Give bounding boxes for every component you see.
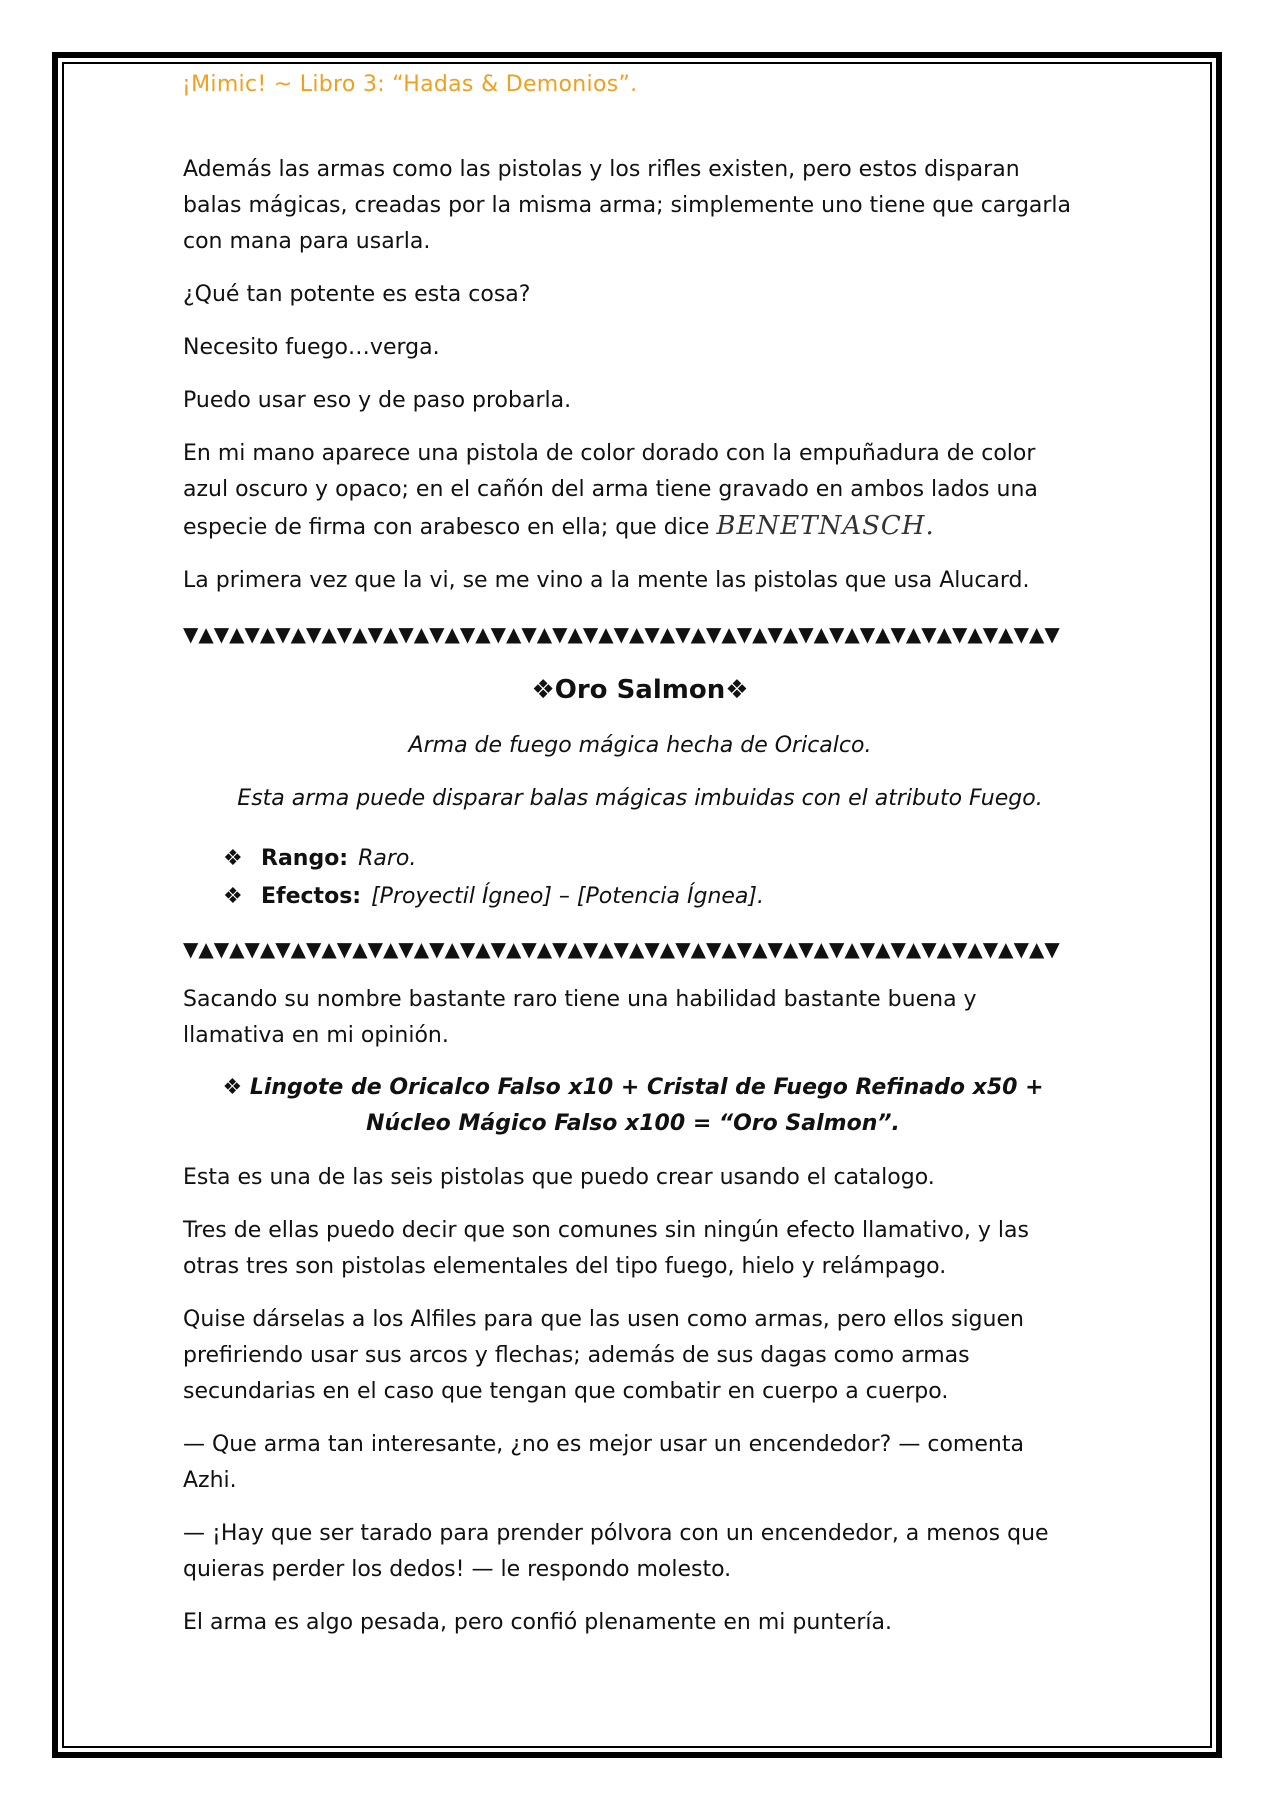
paragraph: Puedo usar eso y de paso probarla. bbox=[183, 388, 572, 413]
paragraph: — Que arma tan interesante, ¿no es mejor usar un encendedor? — comenta Azhi. bbox=[183, 1432, 1024, 1493]
crafting-recipe bbox=[183, 1070, 1083, 1142]
signature-text: BENETNASCH. bbox=[716, 511, 935, 541]
paragraph: Quise dárselas a los Alfiles para que las usen como armas, pero ellos siguen prefiriendo usar sus arcos y flechas; además de sus dagas como armas secundarias en el caso que tengan que combatir en cuerpo a cuerpo. bbox=[183, 1307, 1024, 1404]
paragraph: Tres de ellas puedo decir que son comunes sin ningún efecto llamativo, y las otras tres son pistolas elementales del tipo fuego, hielo y relámpago. bbox=[183, 1218, 1029, 1279]
diamond-bullet-icon: ❖ bbox=[223, 846, 243, 871]
paragraph: La primera vez que la vi, se me vino a la mente las pistolas que usa Alucard. bbox=[183, 568, 1030, 593]
attribute-value: [Proyectil Ígneo] – [Potencia Ígnea]. bbox=[371, 884, 764, 909]
diamond-bullet-icon: ❖ bbox=[223, 884, 243, 909]
item-attributes bbox=[223, 840, 764, 916]
item-title: ❖Oro Salmon❖ bbox=[531, 675, 749, 705]
paragraph-name: Sacando su nombre bastante raro tiene una habilidad bastante buena y llamativa en mi opinión. bbox=[183, 987, 977, 1048]
paragraph: — ¡Hay que ser tarado para prender pólvora con un encendedor, a menos que quieras perder los dedos! — le respondo molesto. bbox=[183, 1521, 1049, 1582]
triangle-divider-top: ▼▲▼▲▼▲▼▲▼▲▼▲▼▲▼▲▼▲▼▲▼▲▼▲▼▲▼▲▼▲▼▲▼▲▼▲▼▲▼▲▼▲▼▲▼▲▼▲▼▲▼▲▼▲▼▲▼ bbox=[183, 622, 1060, 646]
paragraph: Esta es una de las seis pistolas que puedo crear usando el catalogo. bbox=[183, 1165, 935, 1190]
attribute-rango bbox=[223, 840, 764, 878]
paragraph: Necesito fuego…verga. bbox=[183, 335, 440, 360]
recipe-line: ❖ Lingote de Oricalco Falso x10 + Cristal de Fuego Refinado x50 + bbox=[222, 1075, 1044, 1100]
paragraph: ¿Qué tan potente es esta cosa? bbox=[183, 282, 531, 307]
paragraph-weapon bbox=[183, 436, 1083, 546]
attribute-key: Rango: bbox=[261, 846, 349, 871]
attribute-value: Raro. bbox=[358, 846, 417, 871]
triangle-divider-bottom: ▼▲▼▲▼▲▼▲▼▲▼▲▼▲▼▲▼▲▼▲▼▲▼▲▼▲▼▲▼▲▼▲▼▲▼▲▼▲▼▲▼▲▼▲▼▲▼▲▼▲▼▲▼▲▼▲▼ bbox=[183, 937, 1060, 961]
item-description-1: Arma de fuego mágica hecha de Oricalco. bbox=[408, 733, 872, 758]
recipe-line: Núcleo Mágico Falso x100 = “Oro Salmon”. bbox=[366, 1111, 900, 1136]
body-text-top bbox=[183, 152, 1083, 616]
paragraph-text: En mi mano aparece una pistola de color dorado con la empuñadura de color azul oscuro y opaco; en el cañón del arma tiene gravado en ambos lados una especie de firma con arabesco en ella; que dice bbox=[183, 441, 1038, 540]
body-text-bottom bbox=[183, 1160, 1083, 1658]
paragraph: El arma es algo pesada, pero confió plenamente en mi puntería. bbox=[183, 1610, 893, 1635]
item-description-2: Esta arma puede disparar balas mágicas imbuidas con el atributo Fuego. bbox=[237, 786, 1043, 811]
running-header: ¡Mimic! ~ Libro 3: “Hadas & Demonios”. bbox=[182, 72, 638, 97]
attribute-key: Efectos: bbox=[261, 884, 362, 909]
paragraph: Además las armas como las pistolas y los rifles existen, pero estos disparan balas mágicas, creadas por la misma arma; simplemente uno tiene que cargarla con mana para usarla. bbox=[183, 157, 1072, 254]
attribute-efectos bbox=[223, 878, 764, 916]
